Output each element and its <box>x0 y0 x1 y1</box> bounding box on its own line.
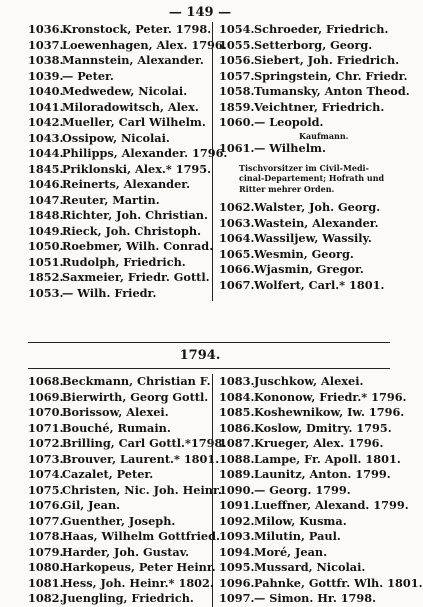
list-item <box>28 529 220 545</box>
entry-number: 1037. <box>28 37 64 52</box>
entry-name: — Peter. <box>62 68 114 83</box>
entry-name: Siebert, Joh. Friedrich. <box>254 53 400 67</box>
list-item <box>219 467 403 483</box>
entry-number: 1094. <box>219 544 255 559</box>
list-item <box>28 22 212 38</box>
list-item <box>28 286 212 302</box>
entry-name: Roebmer, Wilh. Conrad. <box>62 239 214 253</box>
list-item <box>219 38 403 54</box>
list-item <box>28 69 212 85</box>
entry-number: 1086. <box>219 420 255 435</box>
list-item <box>28 560 216 576</box>
list-item <box>28 239 212 255</box>
list-item <box>219 115 403 131</box>
entry-number: 1053. <box>28 285 64 300</box>
entry-number: 1036. <box>28 22 64 36</box>
entry-number: 1095. <box>219 560 255 574</box>
entry-name: — Leopold. <box>254 115 324 129</box>
entry-name: Rieck, Joh. Christoph. <box>62 223 202 238</box>
entry-name: Krueger, Alex. 1796. <box>254 436 384 450</box>
entry-number: 1060. <box>219 115 255 129</box>
entry-number: 1090. <box>219 482 255 497</box>
entry-number: 1083. <box>219 374 255 388</box>
entry-name: Lueffner, Alexand. 1799. <box>254 498 409 512</box>
entry-name: Richter, Joh. Christian. <box>62 208 208 222</box>
list-item <box>219 436 403 452</box>
list-item <box>28 482 222 499</box>
entry-name: — Wilhelm. <box>254 141 326 155</box>
entry-name: Rudolph, Friedrich. <box>62 254 186 269</box>
list-item <box>219 84 410 100</box>
list-item <box>219 560 403 576</box>
list-item <box>28 193 212 209</box>
entry-name: Milutin, Paul. <box>254 529 341 543</box>
entry-name: Kononow, Friedr.* 1796. <box>254 389 407 404</box>
entry-name: Pahnke, Gottfr. Wlh. 1801. <box>254 575 423 590</box>
entry-name: Mueller, Carl Wilhelm. <box>62 115 206 129</box>
list-item <box>219 514 403 530</box>
list-item <box>219 100 403 116</box>
entry-number: 1845. <box>28 161 64 176</box>
list-item <box>28 514 212 530</box>
list-item <box>28 451 220 468</box>
entry-name: Loewenhagen, Alex. 1796. <box>62 37 227 52</box>
entry-number: 1085. <box>219 405 255 419</box>
entry-number: 1064. <box>219 231 255 245</box>
entry-number: 1050. <box>28 239 64 253</box>
entry-number: 1852. <box>28 270 64 284</box>
entry-number: 1088. <box>219 451 255 466</box>
note-line: cinal-Departement; Hofrath und <box>239 173 385 183</box>
entry-number: 1078. <box>28 529 64 543</box>
entry-number: 1055. <box>219 37 255 52</box>
entry-number: 1093. <box>219 529 255 543</box>
entry-number: 1065. <box>219 246 255 261</box>
entry-name: Reuter, Martin. <box>62 192 160 207</box>
entry-name: — Simon. Hr. 1798. <box>254 591 377 605</box>
entry-number: 1038. <box>28 53 64 67</box>
page-number: — 149 — <box>168 5 232 20</box>
entry-name: Veichtner, Friedrich. <box>254 99 385 114</box>
entry-number: 1069. <box>28 389 64 404</box>
entry-number: 1049. <box>28 223 64 238</box>
entry-number: 1080. <box>28 560 64 574</box>
entry-name: Lampe, Fr. Apoll. 1801. <box>254 451 401 466</box>
list-item <box>219 575 423 592</box>
entry-number: 1058. <box>219 84 255 98</box>
list-item <box>28 131 212 147</box>
entry-name: Launitz, Anton. 1799. <box>254 467 391 481</box>
entry-name: Tumansky, Anton Theod. <box>254 84 410 98</box>
list-item <box>28 591 212 607</box>
entry-name: Moré, Jean. <box>254 544 328 559</box>
entry-number: 1068. <box>28 374 64 388</box>
list-item <box>219 216 403 232</box>
entry-number: 1073. <box>28 451 64 466</box>
entry-name: Wjasmin, Gregor. <box>254 262 364 276</box>
entry-number: 1051. <box>28 254 64 269</box>
entry-name: Schroeder, Friedrich. <box>254 22 389 36</box>
entry-name: Juengling, Friedrich. <box>62 591 194 605</box>
list-item <box>28 177 212 193</box>
entry-name: Walster, Joh. Georg. <box>254 200 381 214</box>
year-heading: 1794. <box>179 348 221 363</box>
register-block-bottom <box>28 374 423 607</box>
entry-name: Wolfert, Carl.* 1801. <box>254 277 385 292</box>
entry-name: Bierwirth, Georg Gottl. <box>62 389 209 404</box>
entry-number: 1087. <box>219 436 255 450</box>
list-item <box>219 22 403 38</box>
entry-number: 1089. <box>219 467 255 481</box>
list-item <box>28 115 212 131</box>
entry-number: 1056. <box>219 53 255 67</box>
list-item <box>28 545 212 561</box>
entry-name: Brilling, Carl Gottl.*1798. <box>62 436 227 450</box>
entry-name: Wesmin, Georg. <box>254 246 354 261</box>
entry-name: Medwedew, Nicolai. <box>62 84 188 98</box>
entry-name: Christen, Nic. Joh. Heinr. <box>62 482 222 497</box>
entry-number: 1044. <box>28 146 64 160</box>
entry-number: 1071. <box>28 420 64 435</box>
note-line: Ritter mehrer Orden. <box>239 183 335 194</box>
entry-name: Cazalet, Peter. <box>62 467 154 481</box>
left-column <box>28 22 228 301</box>
entry-name: Guenther, Joseph. <box>62 513 176 528</box>
entry-number: 1066. <box>219 262 255 276</box>
entry-number: 1042. <box>28 115 64 129</box>
entry-number: 1062. <box>219 200 255 214</box>
entry-name: Harkopeus, Peter Heinr. <box>62 560 216 574</box>
entry-name: Brouver, Laurent.* 1801. <box>62 451 220 466</box>
left-column <box>28 374 227 607</box>
entry-number: 1047. <box>28 192 64 207</box>
entry-name: Koshewnikow, Iw. 1796. <box>254 405 405 419</box>
right-column <box>213 22 410 301</box>
entry-name: Harder, Joh. Gustav. <box>62 544 190 559</box>
list-item <box>28 436 227 452</box>
entry-name: — Wilh. Friedr. <box>62 285 157 300</box>
right-column <box>213 374 423 607</box>
entry-name: Milow, Kusma. <box>254 513 347 528</box>
entry-name: Haas, Wilhelm Gottfried. <box>62 529 220 543</box>
entry-name: Wassiljew, Wassily. <box>254 231 372 245</box>
entry-name: Saxmeier, Friedr. Gottl. <box>62 270 210 284</box>
entry-name: Mannstein, Alexander. <box>62 53 204 67</box>
list-item <box>28 255 212 271</box>
list-item <box>28 405 212 421</box>
list-item <box>219 498 409 514</box>
list-item <box>219 231 403 247</box>
entry-number: 1041. <box>28 99 64 114</box>
entry-number: 1097. <box>219 591 255 605</box>
entry-name: Springstein, Chr. Friedr. <box>254 68 408 83</box>
note-line: Tischvorsitzer im Civil-Medi- <box>239 162 369 173</box>
list-item <box>219 389 407 406</box>
entry-name: Bouché, Rumain. <box>62 420 171 435</box>
list-item <box>219 452 403 468</box>
list-item <box>219 374 403 390</box>
entry-number: 1079. <box>28 544 64 559</box>
entry-name: Beckmann, Christian F. <box>62 374 211 388</box>
entry-number: 1084. <box>219 389 255 404</box>
entry-name: Juschkow, Alexei. <box>254 374 364 388</box>
list-item <box>28 37 227 54</box>
entry-name: Miloradowitsch, Alex. <box>62 99 199 114</box>
entry-number: 1848. <box>28 208 64 222</box>
list-item <box>28 100 212 116</box>
entry-number: 1040. <box>28 84 64 98</box>
entry-number: 1043. <box>28 130 64 145</box>
list-item <box>28 84 212 100</box>
entry-number: 1039. <box>28 68 64 83</box>
list-item <box>219 278 403 294</box>
list-item <box>28 390 212 406</box>
entry-name: Reinerts, Alexander. <box>62 177 191 191</box>
entry-name: Mussard, Nicolai. <box>254 560 366 574</box>
list-item <box>28 498 212 514</box>
entry-name: Setterborg, Georg. <box>254 37 373 52</box>
entry-number: 1074. <box>28 467 64 481</box>
entry-name: Priklonski, Alex.* 1795. <box>62 161 212 176</box>
section-divider <box>28 342 390 343</box>
entry-number: 1061. <box>219 141 255 155</box>
entry-number: 1046. <box>28 177 64 191</box>
list-item <box>219 68 408 85</box>
entry-number: 1054. <box>219 22 255 36</box>
list-item <box>28 224 212 240</box>
entry-number: 1859. <box>219 99 255 114</box>
entry-number: 1072. <box>28 436 64 450</box>
entry-name: Ossipow, Nicolai. <box>62 130 170 145</box>
list-item <box>28 374 212 390</box>
entry-name: Koslow, Dmitry. 1795. <box>254 420 392 435</box>
entry-name: Kronstock, Peter. 1798. <box>62 22 212 36</box>
list-item <box>28 270 212 286</box>
list-item <box>219 591 403 607</box>
list-item <box>28 208 212 224</box>
list-item <box>28 162 212 178</box>
list-item <box>28 53 212 69</box>
list-item <box>219 247 403 263</box>
entry-number: 1057. <box>219 68 255 83</box>
list-item <box>219 262 403 278</box>
entry-number: 1096. <box>219 575 255 590</box>
list-item <box>28 421 212 437</box>
entry-number: 1063. <box>219 215 255 230</box>
list-item <box>219 405 403 421</box>
entry-name: Hess, Joh. Heinr.* 1802. <box>62 575 214 590</box>
entry-name: Philipps, Alexander. 1796. <box>62 146 228 160</box>
entry-number: 1092. <box>219 513 255 528</box>
list-item <box>219 200 403 216</box>
entry-number: 1067. <box>219 277 255 292</box>
entry-name: — Georg. 1799. <box>254 482 351 497</box>
register-block-top <box>28 22 410 301</box>
list-item <box>28 467 212 483</box>
list-item <box>28 146 228 162</box>
entry-number: 1070. <box>28 405 64 419</box>
list-item <box>219 53 403 69</box>
list-item <box>219 545 403 561</box>
entry-name: Borissow, Alexei. <box>62 405 169 419</box>
section-divider <box>28 368 390 369</box>
list-item <box>219 141 403 157</box>
entry-number: 1081. <box>28 575 64 590</box>
list-item <box>219 421 403 437</box>
entry-name: Wastein, Alexander. <box>254 215 379 230</box>
list-item <box>219 483 403 499</box>
entry-name: Gil, Jean. <box>62 498 121 512</box>
entry-number: 1077. <box>28 513 64 528</box>
entry-number: 1082. <box>28 591 64 605</box>
note-kaufmann: Kaufmann. <box>299 130 349 141</box>
entry-number: 1076. <box>28 498 64 512</box>
entry-number: 1075. <box>28 482 64 497</box>
list-item <box>28 576 212 592</box>
entry-number: 1091. <box>219 498 255 512</box>
list-item <box>219 529 403 545</box>
